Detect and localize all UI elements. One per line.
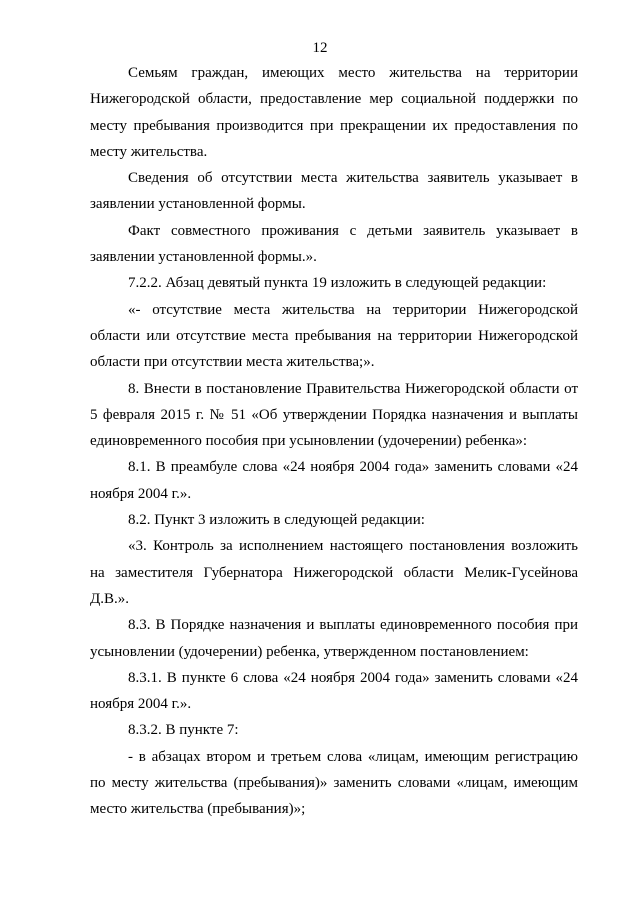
document-body bbox=[90, 60, 578, 823]
paragraph-dash-item: - в абзацах втором и третьем слова «лицам, имеющим регистрацию по месту жительства (пребывания)» заменить словами «лицам, имеющим место жительства (пребывания)»; bbox=[90, 748, 578, 818]
paragraph-cohabitation-fact: Факт совместного проживания с детьми заявитель указывает в заявлении установленной формы.». bbox=[90, 222, 578, 266]
paragraph-quote-control: «3. Контроль за исполнением настоящего постановления возложить на заместителя Губернатора Нижегородской области Мелик-Гусейнова Д.В.». bbox=[90, 538, 578, 607]
paragraph-8-3-2: 8.3.2. В пункте 7: bbox=[128, 722, 239, 739]
paragraph-family-residence: Семьям граждан, имеющих место жительства на территории Нижегородской области, предоставление мер социальной поддержки по месту пребывания производится при прекращении их предоставления по месту жительства. bbox=[90, 65, 578, 160]
paragraph-8: 8. Внести в постановление Правительства Нижегородской области от 5 февраля 2015 г. № 51 «Об утверждении Порядка назначения и выплаты единовременного пособия при усыновлении (удочерении) ребенка»: bbox=[90, 380, 578, 450]
paragraph-8-1: 8.1. В преамбуле слова «24 ноября 2004 года» заменить словами «24 ноября 2004 г.». bbox=[90, 459, 578, 502]
paragraph-8-3: 8.3. В Порядке назначения и выплаты единовременного пособия при усыновлении (удочерении) ребенка, утвержденном постановлением: bbox=[90, 617, 578, 660]
paragraph-quote-absence: «- отсутствие места жительства на территории Нижегородской области или отсутствие места пребывания на территории Нижегородской области при отсутствии места жительства;». bbox=[90, 301, 578, 371]
paragraph-no-residence-info: Сведения об отсутствии места жительства заявитель указывает в заявлении установленной формы. bbox=[90, 170, 578, 213]
paragraph-8-2: 8.2. Пункт 3 изложить в следующей редакции: bbox=[128, 512, 425, 529]
paragraph-7-2-2: 7.2.2. Абзац девятый пункта 19 изложить в следующей редакции: bbox=[128, 275, 547, 292]
paragraph-8-3-1: 8.3.1. В пункте 6 слова «24 ноября 2004 года» заменить словами «24 ноября 2004 г.». bbox=[90, 669, 578, 713]
page-number: 12 bbox=[312, 40, 328, 56]
